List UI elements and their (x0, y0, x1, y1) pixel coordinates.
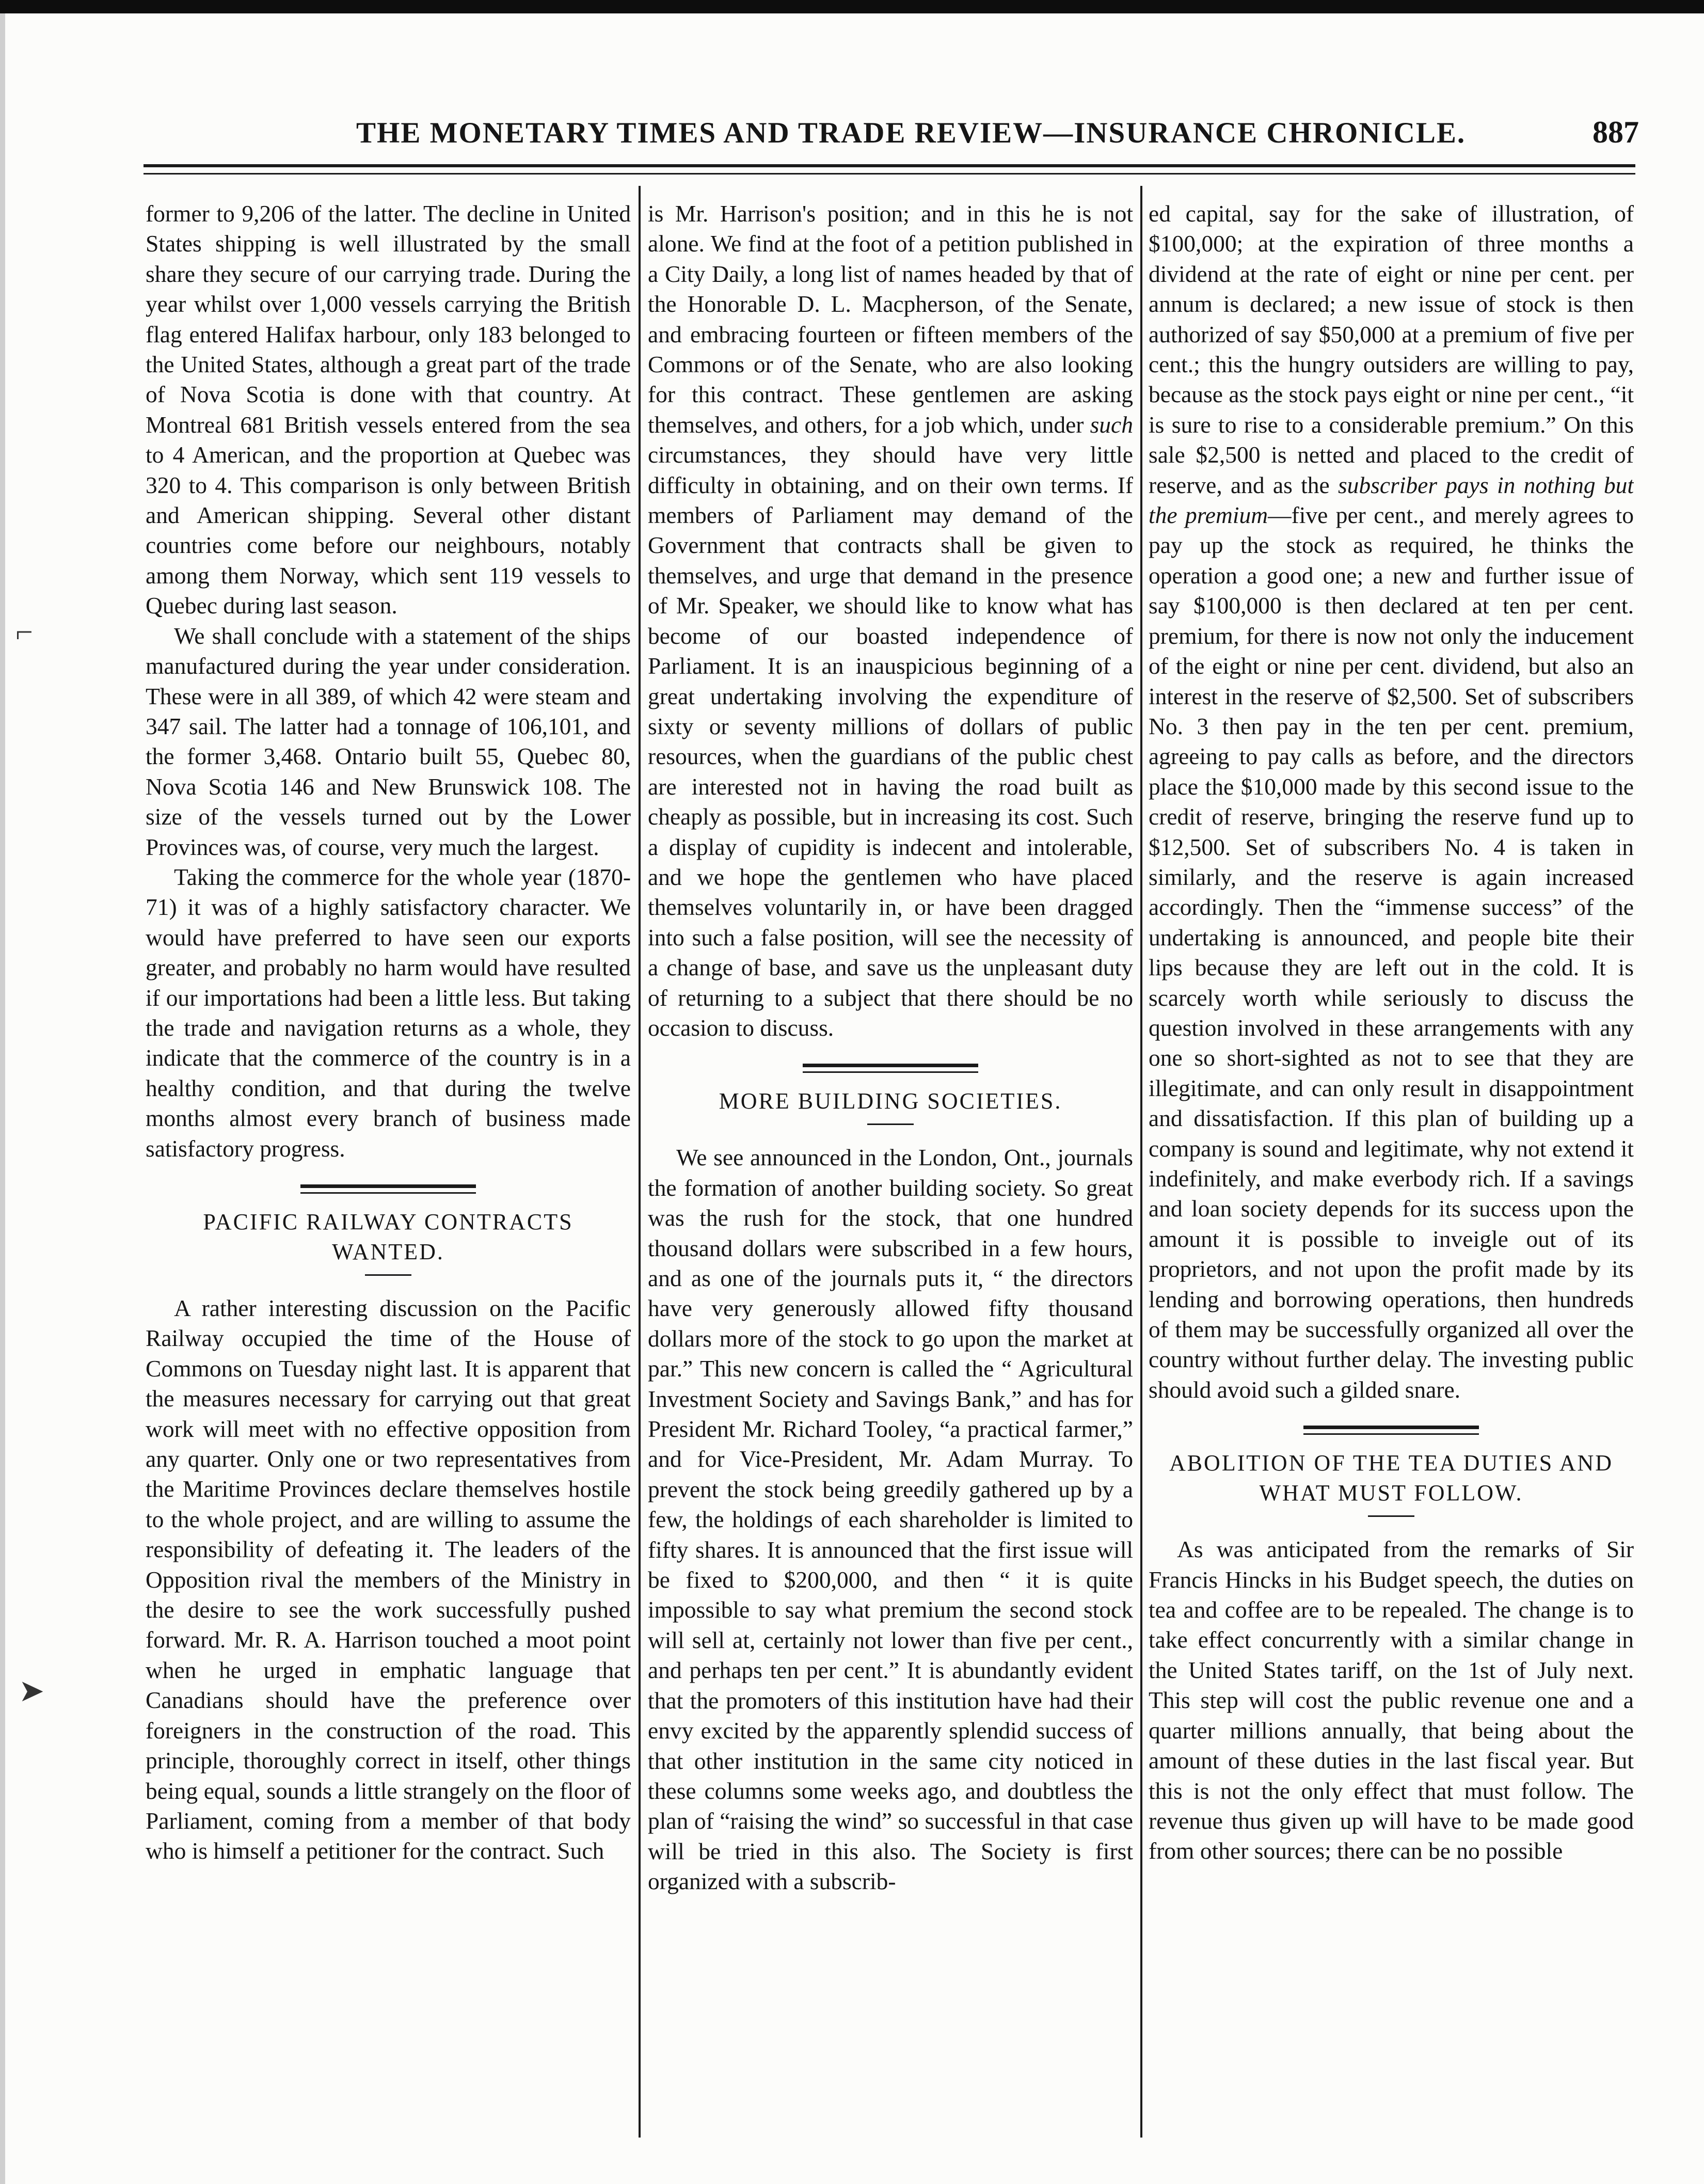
header-rule (144, 164, 1635, 167)
paragraph: As was anticipated from the remarks of Sir Francis Hincks in his Budget speech, the duties on tea and coffee are to be repealed. The change is to take effect concurrently with a similar change in the United States tariff, on the 1st of July next. This step will cost the public revenue one and a quarter millions annually, that being about the amount of these duties in the last fiscal year. But this is not the only effect that must follow. The revenue thus given up will have to be made good from other sources; there can be no possible (1149, 1536, 1634, 1864)
paragraph: is Mr. Harrison's position; and in this he is not alone. We find at the foot of a petition published in a City Daily, a long list of names headed by that of the Honorable D. L. Macpherson, of the Senate, and embracing fourteen or fifteen members of the Commons or of the Senate, who are also looking for this contract. These gentlemen are asking themselves, and others, for a job which, under such circumstances, they should have very little difficulty in obtaining, and on their own terms. If members of Parliament may demand of the Government that contracts shall be given to themselves, and urge that demand in the presence of Mr. Speaker, we should like to know what has become of our boasted independence of Parliament. It is an inauspicious beginning of a great undertaking involving the expenditure of sixty or seventy millions of dollars of public resources, when the guardians of the public chest are interested not in having the road built as cheaply as possible, but in increasing its cost. Such a display of cupidity is indecent and intolerable, and we hope the gentlemen who have placed themselves voluntarily in, or have been dragged into such a false position, will see the necessity of a change of base, and save us the unpleasant duty of returning to a subject that there should be no occasion to discuss. (648, 200, 1133, 1041)
scan-left-edge (0, 13, 5, 2184)
paragraph: We see announced in the London, Ont., journals the formation of another building society. So great was the rush for the stock, that one hundred thousand dollars were subscribed in a few hours, and as one of the journals puts it, “ the directors have very generously allowed fifty thousand dollars more of the stock to go upon the market at par.” This new concern is called the “ Agricultural Investment Society and Savings Bank,” and has for President Mr. Richard Tooley, “a practical farmer,” and for Vice-President, Mr. Adam Murray. To prevent the stock being greedily gathered up by a few, the holdings of each shareholder is limited to fifty shares. It is announced that the first issue will be fixed to $200,000, and then “ it is quite impossible to say what premium the second stock will sell at, certainly not lower than five per cent., and perhaps ten per cent.” It is abundantly evident that the promoters of this institution have had their envy excited by the apparently splendid success of that other institution in the same city noticed in these columns some weeks ago, and doubtless the plan of “raising the wind” so successful in that case will be tried in this also. The Society is first organized with a subscrib- (648, 1144, 1133, 1895)
margin-mark: ⌐ (15, 615, 33, 649)
emphasis: subscriber pays in nothing but the premium (1149, 471, 1634, 529)
article-heading: PACIFIC RAILWAY CONTRACTS WANTED. (203, 1209, 574, 1264)
article-heading: MORE BUILDING SOCIETIES. (719, 1088, 1062, 1114)
page-header-title: THE MONETARY TIMES AND TRADE REVIEW—INSURANCE CHRONICLE. (356, 117, 1466, 149)
paragraph: We shall conclude with a statement of the ships manufactured during the year under consideration. These were in all 389, of which 42 were steam and 347 sail. The latter had a tonnage of 106,101, and the former 3,468. Ontario built 55, Quebec 80, Nova Scotia 146 and New Brunswick 108. The size of the vessels turned out by the Lower Provinces was, of course, very much the largest. (146, 622, 631, 860)
paragraph: former to 9,206 of the latter. The decline in United States shipping is well illustrated by the small share they secure of our carrying trade. During the year whilst over 1,000 vessels carrying the British flag entered Halifax harbour, only 183 belonged to the United States, although a great part of the trade of Nova Scotia is done with that country. At Montreal 681 British vessels entered from the sea to 4 American, and the proportion at Quebec was 320 to 4. This comparison is only between British and American shipping. Several other distant countries come before our neighbours, notably among them Norway, which sent 119 vessels to Quebec during last season. (146, 200, 631, 619)
column-divider (639, 186, 641, 2138)
column-1 (146, 199, 631, 2150)
paragraph: ed capital, say for the sake of illustration, of $100,000; at the expiration of three months a dividend at the rate of eight or nine per cent. per annum is declared; a new issue of stock is then authorized of say $50,000 at a premium of five per cent.; this the hungry outsiders are willing to pay, because as the stock pays eight or nine per cent., “it is sure to rise to a considerable premium.” On this sale $2,500 is netted and placed to the credit of reserve, and as the subscriber pays in nothing but the premium—five per cent., and merely agrees to pay up the stock as required, he thinks the operation a good one; a new and further issue of say $100,000 is then declared at ten per cent. premium, for there is now not only the inducement of the eight or nine per cent. dividend, but also an interest in the reserve of $2,500. Set of subscribers No. 3 then pay in the ten per cent. premium, agreeing to pay calls as before, and the directors place the $10,000 made by this second issue to the credit of reserve, bringing the reserve fund up to $12,500. Set of subscribers No. 4 is taken in similarly, and the reserve is again increased accordingly. Then the “immense success” of the undertaking is announced, and people bite their lips because they are left out in the cold. It is scarcely worth while seriously to discuss the question involved in these arrangements with any one so short-sighted as not to see that they are illegitimate, and can only result in disappointment and dissatisfaction. If this plan of building up a company is sound and legitimate, why not extend it indefinitely, and make everbody rich. If a savings and loan society depends for its success upon the amount it is possible to inveigle out of its proprietors, and not upon the profit made by its lending and borrowing operations, then hundreds of them may be successfully organized all over the country without further delay. The investing public should avoid such a gilded snare. (1149, 200, 1634, 1403)
page-number: 887 (1592, 115, 1639, 149)
column-2 (648, 199, 1133, 2150)
margin-mark: ➤ (19, 1674, 45, 1708)
column-divider (1140, 186, 1142, 2138)
heading-rule (365, 1274, 411, 1276)
paragraph: Taking the commerce for the whole year (1870-71) it was of a highly satisfactory character. We would have preferred to have seen our exports greater, and probably no harm would have resulted if our importations had been a little less. But taking the trade and navigation returns as a whole, they indicate that the commerce of the country is in a healthy condition, and that during the twelve months almost every branch of business made satisfactory progress. (146, 863, 631, 1162)
scan-top-edge (0, 0, 1704, 13)
paragraph: A rather interesting discussion on the Pacific Railway occupied the time of the House of Commons on Tuesday night last. It is apparent that the measures necessary for carrying out that great work will meet with no effective opposition from any quarter. Only one or two representatives from the Maritime Provinces declare themselves hostile to the whole project, and are willing to assume the responsibility of defeating it. The leaders of the Opposition rival the members of the Ministry in the desire to see the work successfully pushed forward. Mr. R. A. Harrison touched a moot point when he urged in emphatic language that Canadians should have the preference over foreigners in the construction of the road. This principle, thoroughly correct in itself, other things being equal, sounds a little strangely on the floor of Parliament, coming from a member of that body who is himself a petitioner for the contract. Such (146, 1295, 631, 1864)
header-rule (144, 173, 1635, 175)
heading-rule (867, 1123, 914, 1125)
section-rule (803, 1064, 978, 1073)
article-heading: ABOLITION OF THE TEA DUTIES AND WHAT MUST FOLLOW. (1169, 1450, 1614, 1506)
heading-rule (1368, 1515, 1414, 1517)
column-3 (1149, 199, 1634, 2150)
section-rule (1303, 1426, 1479, 1435)
emphasis: such (1090, 411, 1133, 438)
section-rule (300, 1184, 476, 1194)
